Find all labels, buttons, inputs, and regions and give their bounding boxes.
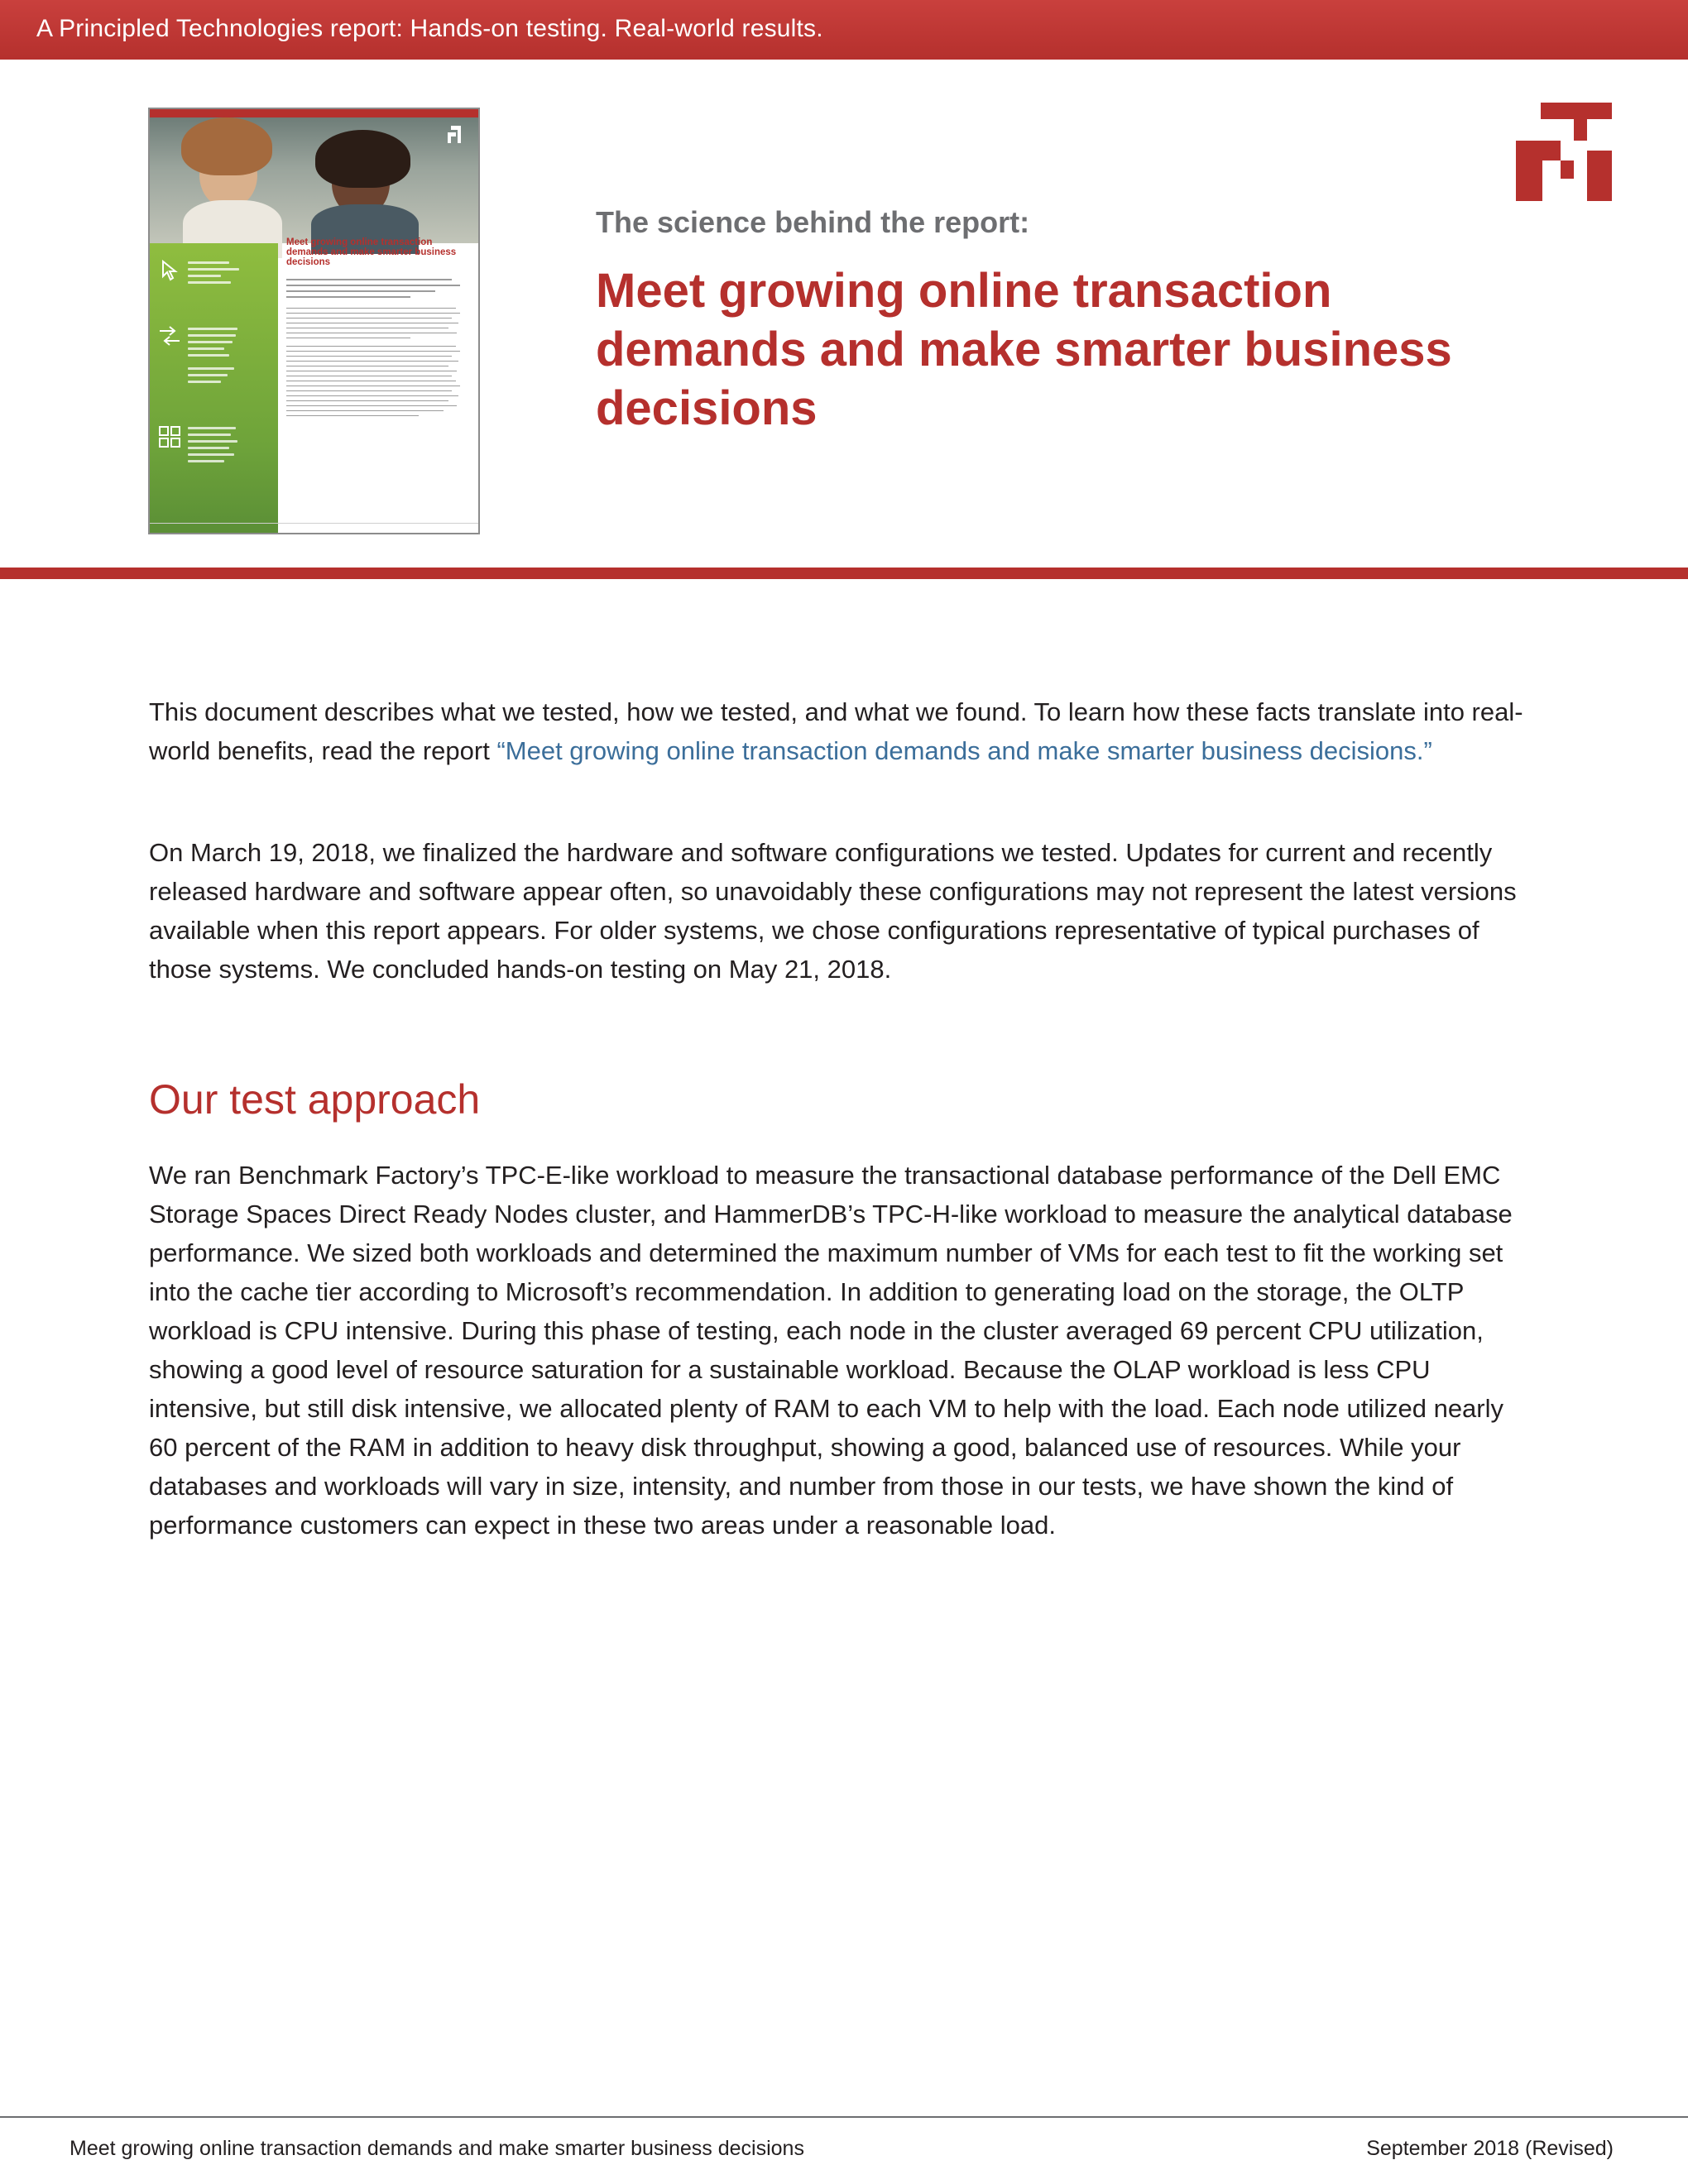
report-link[interactable]: “Meet growing online transaction demands and make smarter business decisions.” <box>496 736 1432 765</box>
header-banner <box>0 0 1688 60</box>
report-title: Meet growing online transaction demands and make smarter business decisions <box>596 264 1452 435</box>
intro-paragraph <box>149 692 1539 770</box>
intro-text: This document describes what we tested, how we tested, and what we found. To learn how these facts translate into real-world benefits, read the report <box>149 697 1523 765</box>
thumbnail-title: Meet growing online transaction demands and make smarter business decisions <box>286 237 457 267</box>
footer-date: September 2018 (Revised) <box>1366 2137 1614 2160</box>
report-subtitle: The science behind the report: <box>596 205 1030 239</box>
test-approach-paragraph: We ran Benchmark Factory’s TPC-E-like workload to measure the transactional database performance of the Dell EMC Storage Spaces Direct Ready Nodes cluster, and HammerDB’s TPC-H-like workload to measure the analytical database performance. We sized both workloads and determined the maximum number of VMs for each test to fit the working set into the cache tier according to Microsoft’s recommendation. In addition to generating load on the storage, the OLTP workload is CPU intensive. During this phase of testing, each node in the cluster averaged 69 percent CPU utilization, showing a good level of resource saturation for a sustainable workload. Because the OLAP workload is less CPU intensive, but still disk intensive, we allocated plenty of RAM to each VM to help with the load. Each node utilized nearly 60 percent of the RAM in addition to heavy disk throughput, showing a good, balanced use of resources. While your databases and workloads will vary in size, intensity, and number from those in our tests, we have shown the kind of performance customers can expect in these two areas under a reasonable load. <box>149 1161 1513 1540</box>
header-banner-text: A Principled Technologies report: Hands-on testing. Real-world results. <box>36 15 823 42</box>
thumbnail-logo-icon <box>446 126 464 144</box>
thumbnail-banner <box>150 109 478 117</box>
section-divider <box>0 568 1688 579</box>
footer-title: Meet growing online transaction demands and make smarter business decisions <box>70 2137 804 2160</box>
thumbnail-photo <box>150 117 478 243</box>
configuration-paragraph: On March 19, 2018, we finalized the hardware and software configurations we tested. Updates for current and recently released hardware and software appear often, so unavoidably these configurations may not represent the latest versions available when this report appears. For older systems, we chose configurations representative of typical purchases of those systems. We concluded hands-on testing on May 21, 2018. <box>149 838 1517 984</box>
section-heading: Our test approach <box>149 1076 481 1123</box>
thumbnail-sidebar <box>150 243 278 533</box>
report-cover-thumbnail[interactable] <box>148 108 480 534</box>
footer-divider <box>0 2116 1688 2118</box>
pt-logo-icon <box>1516 103 1612 201</box>
